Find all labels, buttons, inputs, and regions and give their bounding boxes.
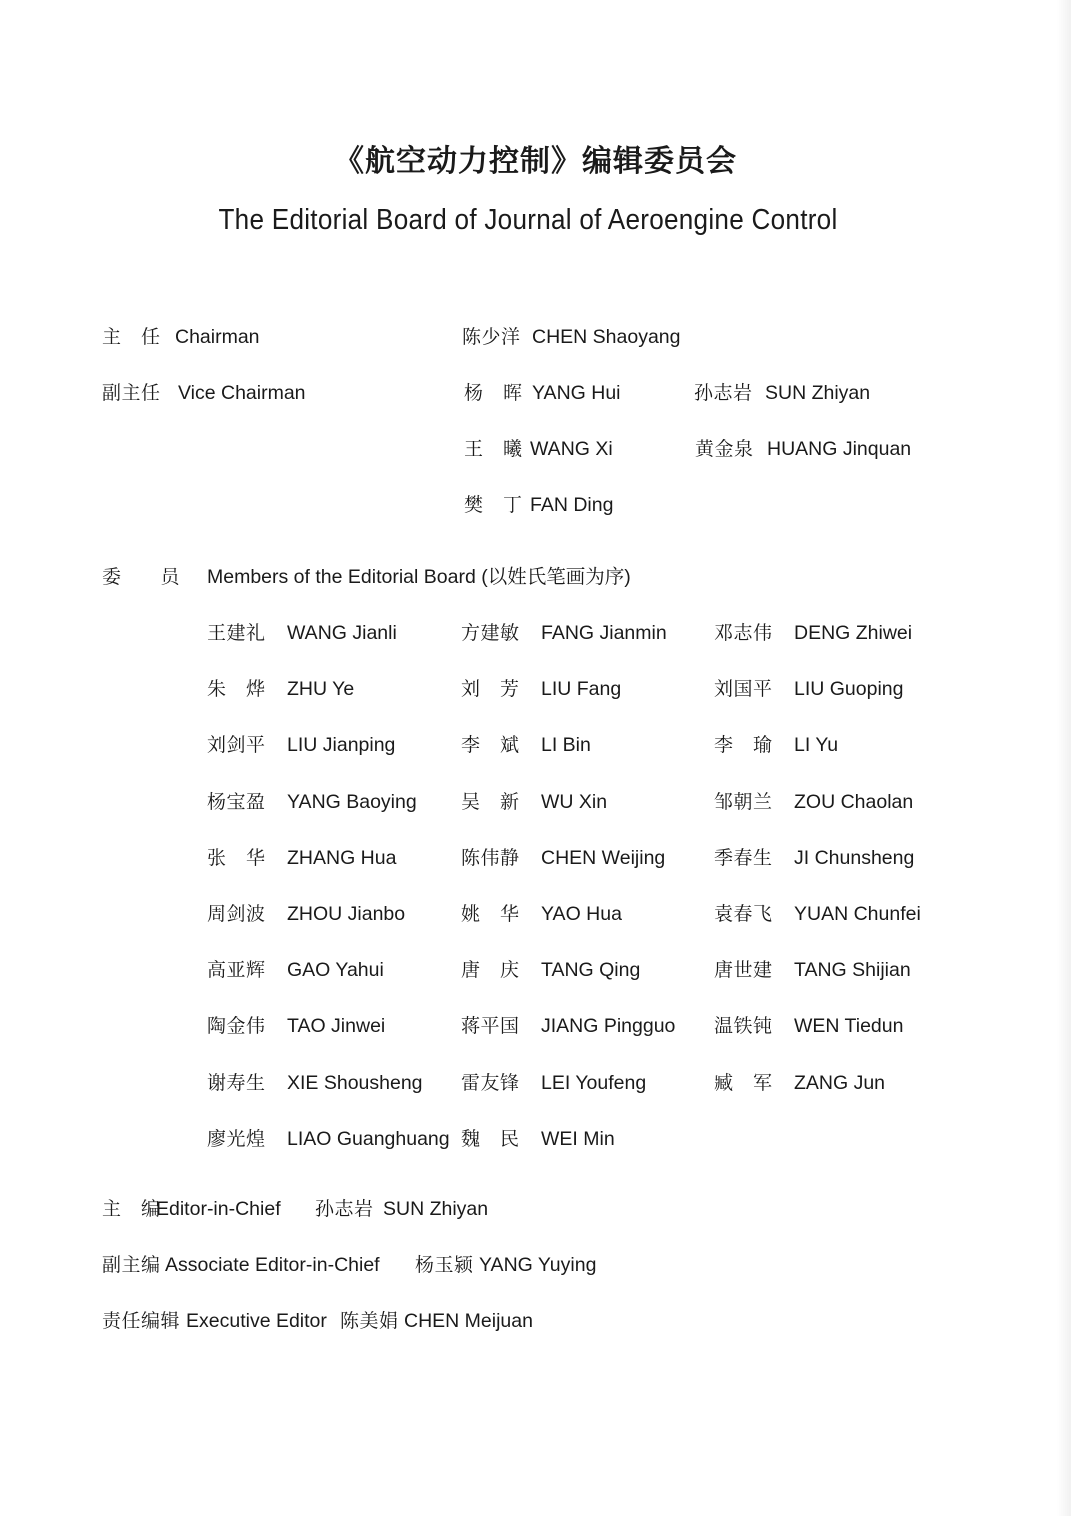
member-name-cn: 廖光煌 [207,1128,266,1150]
member-name-cn: 唐 庆 [461,959,520,981]
member-name-en: LIU Fang [541,678,622,700]
member-name-cn: 刘 芳 [461,678,520,700]
member-name-cn: 季春生 [714,847,773,869]
member-name-en: YAO Hua [541,903,622,925]
member-name-cn: 谢寿生 [207,1072,266,1094]
vice-chairman-name-cn: 孙志岩 [694,382,753,404]
vice-chairman-role-en: Vice Chairman [178,382,306,404]
member-name-en: CHEN Weijing [541,847,666,869]
member-name-en: ZANG Jun [794,1072,886,1094]
member-name-en: WU Xin [541,791,608,813]
member-name-en: YUAN Chunfei [794,903,921,925]
member-name-cn: 魏 民 [461,1128,520,1150]
member-name-cn: 王建礼 [207,622,266,644]
member-name-cn: 杨宝盈 [207,791,266,813]
member-name-cn: 朱 烨 [207,678,266,700]
member-name-cn: 李 瑜 [714,734,773,756]
members-role-en: Members of the Editorial Board (以姓氏笔画为序) [207,566,631,588]
members-role-cn: 委 员 [102,566,181,588]
title-english: The Editorial Board of Journal of Aeroengine Control [218,204,838,236]
member-name-cn: 蒋平国 [461,1015,520,1037]
member-name-cn: 李 斌 [461,734,520,756]
vice-chairman-name-cn: 王 曦 [464,438,523,460]
executive-editor-role-cn: 责任编辑 [102,1310,181,1332]
member-name-cn: 吴 新 [461,791,520,813]
associate-editor-role-en: Associate Editor-in-Chief [165,1254,380,1276]
member-name-en: LEI Youfeng [541,1072,647,1094]
executive-editor-name-cn: 陈美娟 [340,1310,399,1332]
member-name-cn: 周剑波 [207,903,266,925]
executive-editor-role-en: Executive Editor [186,1310,327,1332]
member-name-cn: 邹朝兰 [714,791,773,813]
member-name-en: LI Yu [794,734,839,756]
member-name-en: LI Bin [541,734,591,756]
member-name-en: LIU Guoping [794,678,904,700]
member-name-cn: 陈伟静 [461,847,520,869]
member-name-en: ZHOU Jianbo [287,903,406,925]
member-name-cn: 刘国平 [714,678,773,700]
member-name-cn: 陶金伟 [207,1015,266,1037]
vice-chairman-name-cn: 樊 丁 [464,494,523,516]
member-name-cn: 温铁钝 [714,1015,773,1037]
vice-chairman-name-en: HUANG Jinquan [767,438,912,460]
executive-editor-name-en: CHEN Meijuan [404,1310,533,1332]
member-name-en: LIAO Guanghuang [287,1128,450,1150]
member-name-en: DENG Zhiwei [794,622,913,644]
vice-chairman-name-en: WANG Xi [530,438,613,460]
member-name-en: WEN Tiedun [794,1015,904,1037]
member-name-cn: 高亚辉 [207,959,266,981]
chairman-name-en: CHEN Shaoyang [532,326,681,348]
member-name-cn: 唐世建 [714,959,773,981]
associate-editor-name-en: YANG Yuying [479,1254,597,1276]
member-name-en: JIANG Pingguo [541,1015,676,1037]
member-name-en: TANG Qing [541,959,641,981]
member-name-en: ZHANG Hua [287,847,397,869]
title-chinese: 《航空动力控制》编辑委员会 [334,144,737,179]
associate-editor-role-cn: 副主编 [102,1254,161,1276]
vice-chairman-name-cn: 杨 晖 [464,382,523,404]
member-name-cn: 刘剑平 [207,734,266,756]
associate-editor-name-cn: 杨玉颍 [415,1254,474,1276]
member-name-en: GAO Yahui [287,959,384,981]
scan-edge-shadow [1057,0,1071,1516]
editor-in-chief-role-cn: 主 编 [102,1198,161,1220]
member-name-en: JI Chunsheng [794,847,915,869]
vice-chairman-name-cn: 黄金泉 [695,438,754,460]
member-name-en: XIE Shousheng [287,1072,423,1094]
member-name-cn: 雷友锋 [461,1072,520,1094]
editor-in-chief-name-cn: 孙志岩 [315,1198,374,1220]
chairman-name-cn: 陈少洋 [462,326,521,348]
member-name-cn: 邓志伟 [714,622,773,644]
member-name-en: YANG Baoying [287,791,417,813]
member-name-en: ZOU Chaolan [794,791,914,813]
member-name-en: TAO Jinwei [287,1015,386,1037]
member-name-en: TANG Shijian [794,959,911,981]
member-name-cn: 方建敏 [461,622,520,644]
chairman-role-cn: 主 任 [102,326,161,348]
member-name-en: LIU Jianping [287,734,396,756]
vice-chairman-name-en: SUN Zhiyan [765,382,871,404]
member-name-en: WANG Jianli [287,622,397,644]
editor-in-chief-role-en: Editor-in-Chief [156,1198,281,1220]
member-name-cn: 张 华 [207,847,266,869]
member-name-cn: 袁春飞 [714,903,773,925]
editor-in-chief-name-en: SUN Zhiyan [383,1198,489,1220]
vice-chairman-name-en: FAN Ding [530,494,614,516]
chairman-role-en: Chairman [175,326,260,348]
member-name-en: FANG Jianmin [541,622,667,644]
member-name-en: WEI Min [541,1128,615,1150]
member-name-en: ZHU Ye [287,678,355,700]
vice-chairman-role-cn: 副主任 [102,382,161,404]
member-name-cn: 臧 军 [714,1072,773,1094]
vice-chairman-name-en: YANG Hui [532,382,621,404]
member-name-cn: 姚 华 [461,903,520,925]
